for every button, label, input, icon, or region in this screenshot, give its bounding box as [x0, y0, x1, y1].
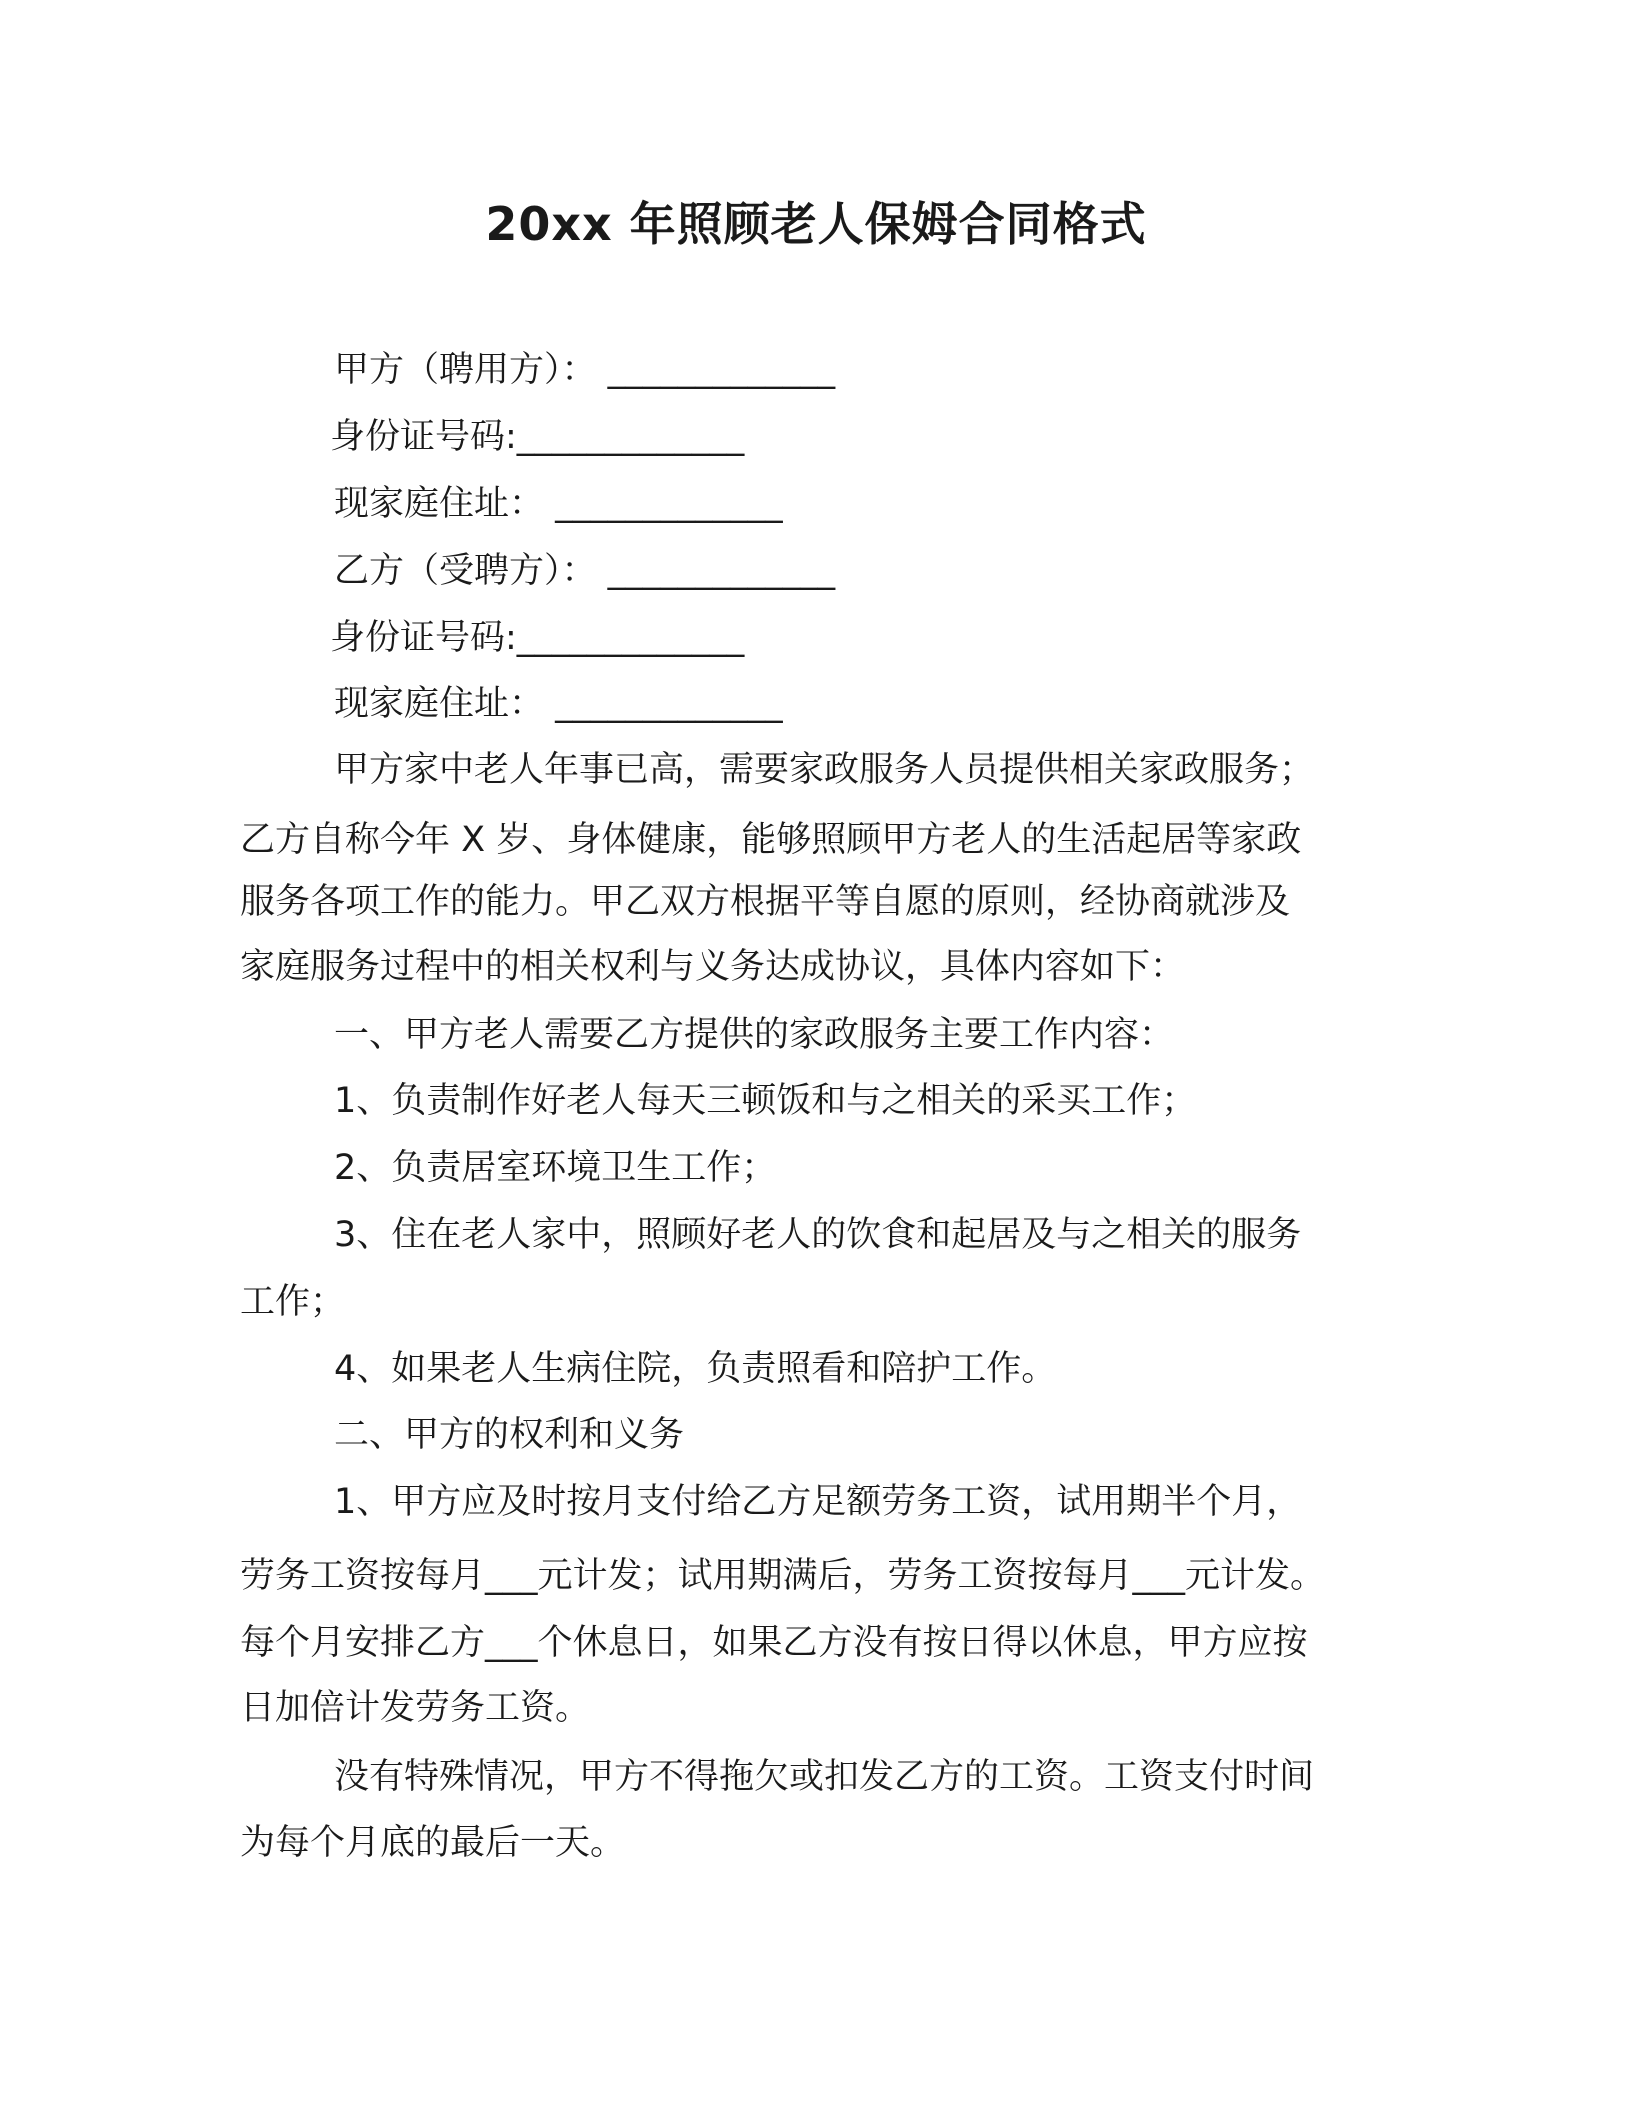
list-item: 3、住在老人家中，照顾好老人的饮食和起居及与之相关的服务 [334, 1215, 1302, 1255]
document-title: 20xx 年照顾老人保姆合同格式 [485, 197, 1147, 251]
body-paragraph-line: 为每个月底的最后一天。 [240, 1823, 626, 1863]
list-item: 4、如果老人生病住院，负责照看和陪护工作。 [334, 1349, 1057, 1389]
body-paragraph-line: 每个月安排乙方___个休息日，如果乙方没有按日得以休息，甲方应按 [240, 1623, 1308, 1663]
list-item: 1、甲方应及时按月支付给乙方足额劳务工资，试用期半个月， [334, 1482, 1302, 1522]
body-paragraph-line: 家庭服务过程中的相关权利与义务达成协议，具体内容如下： [240, 947, 1186, 987]
list-item: 1、负责制作好老人每天三顿饭和与之相关的采买工作； [334, 1081, 1197, 1121]
party-a-name-field: 甲方（聘用方）： _____________ [334, 350, 836, 390]
party-a-address-field: 现家庭住址： _____________ [334, 484, 783, 524]
body-paragraph-line: 乙方自称今年 X 岁、身体健康，能够照顾甲方老人的生活起居等家政 [240, 820, 1302, 860]
section-heading: 二、甲方的权利和义务 [334, 1415, 685, 1455]
list-item-continuation: 工作； [240, 1282, 346, 1322]
list-item: 2、负责居室环境卫生工作； [334, 1148, 777, 1188]
party-a-id-field: 身份证号码:_____________ [330, 417, 745, 457]
body-paragraph-line: 甲方家中老人年事已高，需要家政服务人员提供相关家政服务； [334, 750, 1315, 790]
section-heading: 一、甲方老人需要乙方提供的家政服务主要工作内容： [334, 1015, 1175, 1055]
party-b-name-field: 乙方（受聘方）： _____________ [334, 551, 836, 591]
body-paragraph-line: 劳务工资按每月___元计发；试用期满后，劳务工资按每月___元计发。 [240, 1556, 1326, 1596]
party-b-id-field: 身份证号码:_____________ [330, 618, 745, 658]
body-paragraph-line: 没有特殊情况，甲方不得拖欠或扣发乙方的工资。工资支付时间 [334, 1757, 1315, 1797]
body-paragraph-line: 服务各项工作的能力。甲乙双方根据平等自愿的原则，经协商就涉及 [240, 882, 1291, 922]
party-b-address-field: 现家庭住址： _____________ [334, 684, 783, 724]
body-paragraph-line: 日加倍计发劳务工资。 [240, 1688, 591, 1728]
